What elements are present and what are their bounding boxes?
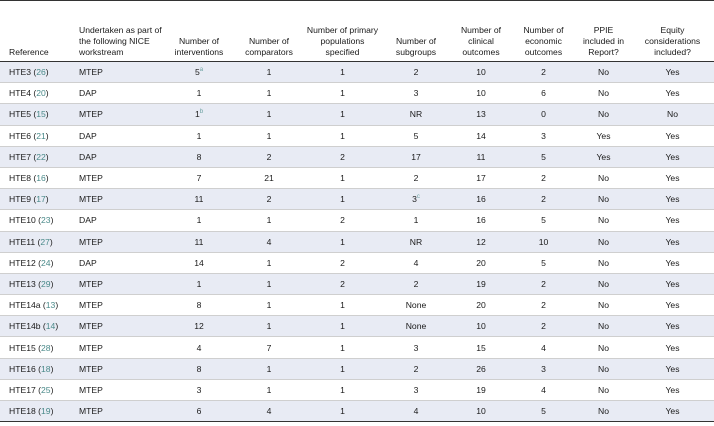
header-economic-outcomes: Number of economic outcomes — [511, 1, 576, 62]
cell-comparators: 2 — [234, 189, 304, 210]
table-row — [0, 146, 714, 167]
citation-link[interactable]: 14 — [45, 321, 56, 332]
cell-subgroups — [381, 146, 451, 167]
cell-economic-outcomes: 4 — [511, 379, 576, 400]
table-row — [0, 337, 714, 358]
table-row — [0, 189, 714, 210]
cell-equity: Yes — [631, 316, 714, 337]
cell-clinical-outcomes: 10 — [451, 62, 511, 83]
cell-ppie: Yes — [576, 146, 631, 167]
header-comparators: Number of comparators — [234, 1, 304, 62]
cell-comparators: 1 — [234, 252, 304, 273]
reference-id: HTE13 — [9, 278, 36, 289]
cell-clinical-outcomes: 16 — [451, 189, 511, 210]
cell-ppie: Yes — [576, 125, 631, 146]
reference-id: HTE16 — [9, 363, 36, 374]
header-interventions: Number of interventions — [164, 1, 234, 62]
cell-equity: Yes — [631, 273, 714, 294]
reference-id: HTE15 — [9, 342, 36, 353]
cell-populations: 1 — [304, 337, 381, 358]
cell-reference: HTE6 (21) — [0, 125, 70, 146]
cell-workstream: MTEP — [70, 167, 164, 188]
cell-interventions — [164, 125, 234, 146]
header-reference: Reference — [0, 1, 70, 62]
reference-id: HTE3 — [9, 67, 31, 78]
cell-clinical-outcomes: 15 — [451, 337, 511, 358]
cell-ppie: No — [576, 295, 631, 316]
cell-economic-outcomes: 3 — [511, 358, 576, 379]
subgroups-value: NR — [409, 109, 423, 120]
cell-ppie: No — [576, 104, 631, 125]
cell-workstream: MTEP — [70, 189, 164, 210]
cell-economic-outcomes: 2 — [511, 189, 576, 210]
cell-reference: HTE4 (20) — [0, 83, 70, 104]
cell-clinical-outcomes: 13 — [451, 104, 511, 125]
cell-populations: 2 — [304, 210, 381, 231]
footnote-marker: c — [416, 194, 420, 201]
citation-link[interactable]: 22 — [36, 151, 46, 162]
cell-workstream: MTEP — [70, 295, 164, 316]
citation-link[interactable]: 24 — [41, 257, 51, 268]
header-clinical-outcomes: Number of clinical outcomes — [451, 1, 511, 62]
cell-clinical-outcomes: 26 — [451, 358, 511, 379]
cell-economic-outcomes: 0 — [511, 104, 576, 125]
cell-interventions — [164, 210, 234, 231]
cell-clinical-outcomes: 14 — [451, 125, 511, 146]
header-workstream: Undertaken as part of the following NICE workstream — [70, 1, 164, 62]
cell-ppie: No — [576, 231, 631, 252]
cell-equity: Yes — [631, 167, 714, 188]
cell-workstream: DAP — [70, 210, 164, 231]
cell-subgroups — [381, 167, 451, 188]
subgroups-value: 3 — [412, 194, 417, 205]
cell-workstream: MTEP — [70, 62, 164, 83]
cell-workstream: MTEP — [70, 337, 164, 358]
table-row — [0, 104, 714, 125]
interventions-value: 6 — [196, 406, 202, 417]
cell-populations: 1 — [304, 125, 381, 146]
cell-equity: No — [631, 104, 714, 125]
citation-link[interactable]: 15 — [36, 109, 46, 120]
subgroups-value: 3 — [413, 342, 419, 353]
interventions-value: 5 — [194, 67, 200, 78]
cell-interventions — [164, 316, 234, 337]
cell-equity: Yes — [631, 146, 714, 167]
cell-comparators: 1 — [234, 210, 304, 231]
cell-economic-outcomes: 3 — [511, 125, 576, 146]
cell-workstream: DAP — [70, 252, 164, 273]
citation-link[interactable]: 21 — [36, 130, 46, 141]
reference-id: HTE5 — [9, 109, 31, 120]
cell-subgroups — [381, 295, 451, 316]
cell-comparators: 1 — [234, 295, 304, 316]
cell-economic-outcomes: 4 — [511, 337, 576, 358]
footnote-marker: b — [199, 109, 204, 116]
reference-id: HTE12 — [9, 257, 36, 268]
cell-interventions — [164, 146, 234, 167]
cell-economic-outcomes: 5 — [511, 252, 576, 273]
header-subgroups: Number of subgroups — [381, 1, 451, 62]
cell-clinical-outcomes: 20 — [451, 252, 511, 273]
cell-ppie: No — [576, 83, 631, 104]
cell-equity: Yes — [631, 62, 714, 83]
cell-reference: HTE10 (23) — [0, 210, 70, 231]
cell-reference: HTE18 (19) — [0, 401, 70, 422]
cell-interventions — [164, 379, 234, 400]
cell-populations: 1 — [304, 104, 381, 125]
cell-populations: 1 — [304, 189, 381, 210]
citation-link[interactable]: 20 — [36, 88, 46, 99]
cell-subgroups — [381, 401, 451, 422]
cell-subgroups — [381, 358, 451, 379]
cell-workstream: MTEP — [70, 316, 164, 337]
cell-reference: HTE11 (27) — [0, 231, 70, 252]
subgroups-value: 1 — [413, 215, 419, 226]
interventions-value: 1 — [196, 278, 202, 289]
cell-workstream: DAP — [70, 125, 164, 146]
cell-economic-outcomes: 2 — [511, 316, 576, 337]
cell-equity: Yes — [631, 231, 714, 252]
cell-equity: Yes — [631, 252, 714, 273]
interventions-value: 1 — [196, 130, 202, 141]
interventions-value: 8 — [196, 363, 202, 374]
cell-comparators: 1 — [234, 83, 304, 104]
cell-economic-outcomes: 5 — [511, 210, 576, 231]
cell-workstream: MTEP — [70, 401, 164, 422]
cell-subgroups — [381, 189, 451, 210]
cell-ppie: No — [576, 167, 631, 188]
interventions-value: 7 — [196, 173, 202, 184]
table-row — [0, 125, 714, 146]
subgroups-value: 2 — [413, 67, 419, 78]
cell-comparators: 1 — [234, 104, 304, 125]
cell-subgroups — [381, 252, 451, 273]
cell-clinical-outcomes: 12 — [451, 231, 511, 252]
subgroups-value: 4 — [413, 406, 419, 417]
cell-ppie: No — [576, 62, 631, 83]
citation-link[interactable]: 23 — [41, 215, 51, 226]
table-row — [0, 295, 714, 316]
cell-reference: HTE15 (28) — [0, 337, 70, 358]
cell-ppie: No — [576, 252, 631, 273]
cell-clinical-outcomes: 17 — [451, 167, 511, 188]
cell-populations: 1 — [304, 379, 381, 400]
table-row — [0, 83, 714, 104]
interventions-value: 1 — [196, 88, 202, 99]
cell-comparators: 2 — [234, 146, 304, 167]
cell-clinical-outcomes: 19 — [451, 273, 511, 294]
cell-comparators: 1 — [234, 316, 304, 337]
cell-reference: HTE12 (24) — [0, 252, 70, 273]
table-row — [0, 316, 714, 337]
cell-comparators: 1 — [234, 379, 304, 400]
cell-populations: 1 — [304, 83, 381, 104]
cell-economic-outcomes: 5 — [511, 146, 576, 167]
cell-populations: 1 — [304, 358, 381, 379]
reference-id: HTE10 — [9, 215, 36, 226]
cell-economic-outcomes: 10 — [511, 231, 576, 252]
reference-id: HTE4 — [9, 88, 31, 99]
cell-economic-outcomes: 6 — [511, 83, 576, 104]
interventions-value: 14 — [194, 257, 204, 268]
cell-subgroups — [381, 125, 451, 146]
cell-clinical-outcomes: 10 — [451, 83, 511, 104]
interventions-value: 1 — [196, 215, 202, 226]
cell-populations: 1 — [304, 167, 381, 188]
cell-interventions — [164, 83, 234, 104]
cell-clinical-outcomes: 10 — [451, 401, 511, 422]
reference-id: HTE18 — [9, 406, 36, 417]
cell-subgroups — [381, 379, 451, 400]
cell-workstream: MTEP — [70, 358, 164, 379]
citation-link[interactable]: 17 — [36, 194, 46, 205]
table-row — [0, 231, 714, 252]
cell-reference: HTE14b (14) — [0, 316, 70, 337]
cell-populations: 1 — [304, 295, 381, 316]
cell-interventions — [164, 104, 234, 125]
reference-id: HTE11 — [9, 236, 36, 247]
table-row — [0, 210, 714, 231]
cell-equity: Yes — [631, 125, 714, 146]
cell-reference: HTE5 (15) — [0, 104, 70, 125]
table-row — [0, 379, 714, 400]
interventions-value: 11 — [194, 236, 204, 247]
cell-equity: Yes — [631, 189, 714, 210]
cell-populations: 1 — [304, 316, 381, 337]
cell-interventions — [164, 273, 234, 294]
cell-equity: Yes — [631, 401, 714, 422]
table-row — [0, 358, 714, 379]
cell-equity: Yes — [631, 379, 714, 400]
citation-link[interactable]: 25 — [41, 384, 51, 395]
reference-id: HTE7 — [9, 151, 31, 162]
citation-link[interactable]: 19 — [41, 406, 51, 417]
cell-subgroups — [381, 62, 451, 83]
cell-ppie: No — [576, 189, 631, 210]
table-row — [0, 273, 714, 294]
cell-clinical-outcomes: 16 — [451, 210, 511, 231]
cell-populations: 2 — [304, 252, 381, 273]
cell-clinical-outcomes: 19 — [451, 379, 511, 400]
subgroups-value: None — [405, 321, 427, 332]
reference-id: HTE9 — [9, 194, 31, 205]
cell-equity: Yes — [631, 295, 714, 316]
cell-comparators: 21 — [234, 167, 304, 188]
cell-subgroups — [381, 273, 451, 294]
interventions-value: 12 — [194, 321, 204, 332]
subgroups-value: 2 — [413, 363, 419, 374]
reference-id: HTE14b — [9, 321, 41, 332]
cell-subgroups — [381, 104, 451, 125]
interventions-value: 4 — [196, 342, 202, 353]
reference-id: HTE14a — [9, 300, 41, 311]
cell-equity: Yes — [631, 210, 714, 231]
citation-link[interactable]: 28 — [41, 342, 51, 353]
cell-clinical-outcomes: 20 — [451, 295, 511, 316]
cell-populations: 1 — [304, 62, 381, 83]
cell-populations: 2 — [304, 146, 381, 167]
cell-populations: 2 — [304, 273, 381, 294]
subgroups-value: 17 — [411, 151, 421, 162]
citation-link[interactable]: 26 — [36, 67, 46, 78]
cell-reference: HTE7 (22) — [0, 146, 70, 167]
subgroups-value: 2 — [413, 278, 419, 289]
cell-subgroups — [381, 231, 451, 252]
cell-equity: Yes — [631, 358, 714, 379]
cell-workstream: DAP — [70, 83, 164, 104]
cell-interventions — [164, 358, 234, 379]
table-body — [0, 62, 714, 422]
cell-comparators: 4 — [234, 401, 304, 422]
cell-economic-outcomes: 2 — [511, 62, 576, 83]
cell-interventions — [164, 295, 234, 316]
cell-ppie: No — [576, 379, 631, 400]
cell-comparators: 4 — [234, 231, 304, 252]
cell-subgroups — [381, 83, 451, 104]
cell-workstream: MTEP — [70, 231, 164, 252]
cell-workstream: DAP — [70, 146, 164, 167]
cell-subgroups — [381, 316, 451, 337]
cell-economic-outcomes: 2 — [511, 167, 576, 188]
footnote-marker: a — [199, 67, 204, 74]
cell-interventions — [164, 231, 234, 252]
cell-clinical-outcomes: 10 — [451, 316, 511, 337]
header-equity: Equity considerations included? — [631, 1, 714, 62]
cell-reference: HTE9 (17) — [0, 189, 70, 210]
citation-link[interactable]: 29 — [41, 278, 51, 289]
cell-interventions — [164, 167, 234, 188]
cell-comparators: 1 — [234, 125, 304, 146]
cell-comparators: 1 — [234, 62, 304, 83]
table-row — [0, 401, 714, 422]
cell-interventions — [164, 62, 234, 83]
cell-reference: HTE17 (25) — [0, 379, 70, 400]
interventions-value: 11 — [194, 194, 204, 205]
citation-link[interactable]: 27 — [40, 236, 50, 247]
cell-comparators: 7 — [234, 337, 304, 358]
subgroups-value: None — [405, 300, 427, 311]
table-row — [0, 167, 714, 188]
header-populations: Number of primary populations specified — [304, 1, 381, 62]
interventions-value: 8 — [196, 151, 202, 162]
cell-workstream: MTEP — [70, 379, 164, 400]
table-row — [0, 252, 714, 273]
cell-economic-outcomes: 5 — [511, 401, 576, 422]
cell-populations: 1 — [304, 231, 381, 252]
cell-ppie: No — [576, 210, 631, 231]
cell-ppie: No — [576, 273, 631, 294]
cell-ppie: No — [576, 337, 631, 358]
subgroups-value: 4 — [413, 257, 419, 268]
cell-workstream: MTEP — [70, 273, 164, 294]
citation-link[interactable]: 18 — [41, 363, 51, 374]
citation-link[interactable]: 16 — [36, 173, 46, 184]
subgroups-value: 3 — [413, 384, 419, 395]
cell-reference: HTE3 (26) — [0, 62, 70, 83]
cell-interventions — [164, 401, 234, 422]
cell-interventions — [164, 252, 234, 273]
cell-reference: HTE8 (16) — [0, 167, 70, 188]
cell-clinical-outcomes: 11 — [451, 146, 511, 167]
cell-ppie: No — [576, 358, 631, 379]
cell-subgroups — [381, 210, 451, 231]
interventions-value: 8 — [196, 300, 202, 311]
cell-equity: Yes — [631, 83, 714, 104]
header-ppie: PPIE included in Report? — [576, 1, 631, 62]
cell-economic-outcomes: 2 — [511, 295, 576, 316]
subgroups-value: 3 — [413, 88, 419, 99]
subgroups-value: NR — [409, 236, 423, 247]
table-row — [0, 62, 714, 83]
subgroups-value: 2 — [413, 173, 419, 184]
cell-subgroups — [381, 337, 451, 358]
cell-ppie: No — [576, 316, 631, 337]
interventions-value: 1 — [194, 109, 200, 120]
cell-workstream: MTEP — [70, 104, 164, 125]
cell-reference: HTE16 (18) — [0, 358, 70, 379]
cell-reference: HTE14a (13) — [0, 295, 70, 316]
reference-id: HTE8 — [9, 173, 31, 184]
cell-economic-outcomes: 2 — [511, 273, 576, 294]
header-row — [0, 1, 714, 62]
cell-interventions — [164, 337, 234, 358]
cell-ppie: No — [576, 401, 631, 422]
citation-link[interactable]: 13 — [45, 300, 56, 311]
reference-id: HTE6 — [9, 130, 31, 141]
interventions-value: 3 — [196, 384, 202, 395]
cell-equity: Yes — [631, 337, 714, 358]
cell-reference: HTE13 (29) — [0, 273, 70, 294]
reference-id: HTE17 — [9, 384, 36, 395]
cell-comparators: 1 — [234, 273, 304, 294]
cell-comparators: 1 — [234, 358, 304, 379]
cell-populations: 1 — [304, 401, 381, 422]
cell-interventions — [164, 189, 234, 210]
subgroups-value: 5 — [413, 130, 419, 141]
